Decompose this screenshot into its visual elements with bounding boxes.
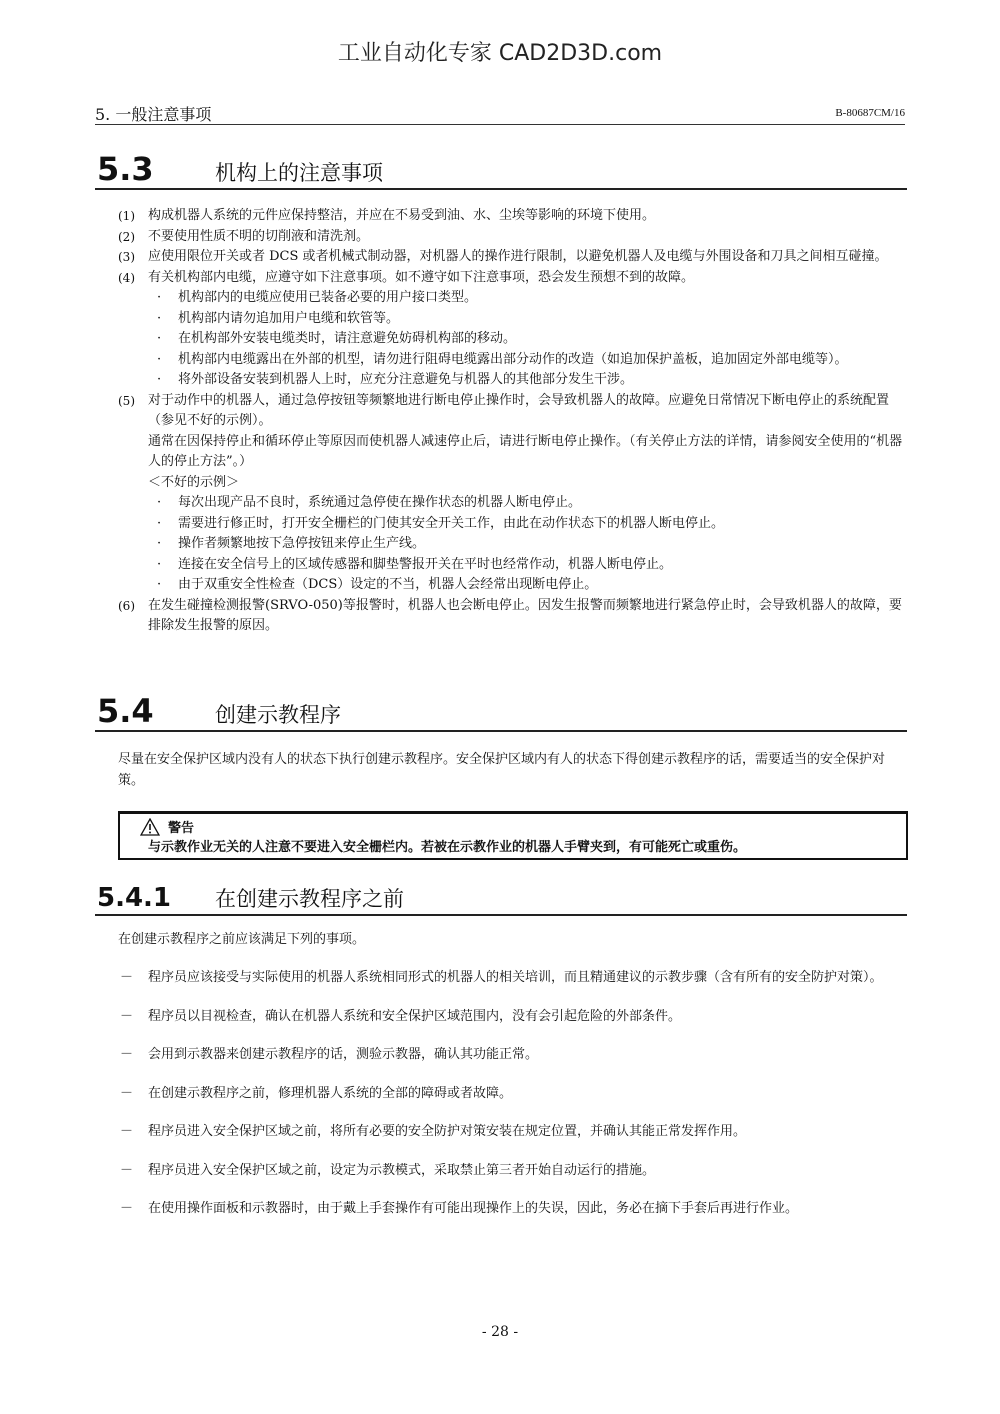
list-item: － 在创建示教程序之前，修理机器人系统的全部的障碍或者故障。 bbox=[120, 1085, 513, 1101]
list-item bbox=[118, 247, 908, 268]
section-number: 5.4.1 bbox=[97, 883, 172, 913]
list-item: － 程序员进入安全保护区域之前，设定为示教模式，采取禁止第三者开始自动运行的措施。 bbox=[120, 1162, 656, 1178]
section-5-3-list bbox=[118, 206, 908, 637]
warning-box bbox=[118, 811, 908, 860]
section-5-4-1-heading bbox=[95, 874, 907, 916]
page-number: - 28 - bbox=[481, 1324, 519, 1340]
list-item: － 程序员进入安全保护区域之前，将所有必要的安全防护对策安装在规定位置，并确认其能正常发挥作用。 bbox=[120, 1124, 747, 1139]
section-5-4-heading bbox=[95, 690, 907, 732]
bullet-item: · 将外部设备安装到机器人上时，应充分注意避免与机器人的其他部分发生干涉。 bbox=[157, 372, 634, 387]
bullet-item: · 机构部内电缆露出在外部的机型，请勿进行阻碍电缆露出部分动作的改造（如追加保护盖板，追加固定外部电缆等）。 bbox=[157, 351, 848, 367]
item-number: (2) bbox=[118, 229, 135, 244]
list-item: － 程序员应该接受与实际使用的机器人系统相同形式的机器人的相关培训，而且精通建议的示教步骤（含有所有的安全防护对策）。 bbox=[120, 970, 883, 985]
document-id: B-80687CM/16 bbox=[835, 107, 905, 119]
section-5-4-1-list bbox=[118, 968, 908, 1238]
section-number: 5.3 bbox=[97, 150, 154, 188]
bad-example-heading: ＜不好的示例＞ bbox=[148, 474, 240, 490]
section-5-4-intro: 尽量在安全保护区域内没有人的状态下执行创建示教程序。安全保护区域内有人的状态下得创建示教程序的话，需要适当的安全保护对策。 bbox=[118, 752, 886, 788]
list-item bbox=[118, 268, 908, 391]
bullet-item: · 连接在安全信号上的区域传感器和脚垫警报开关在平时也经常作动，机器人断电停止。 bbox=[157, 556, 673, 572]
item-text: 有关机构部内电缆，应遵守如下注意事项。如不遵守如下注意事项，恐会发生预想不到的故障。 bbox=[148, 269, 695, 285]
bullet-item: · 机构部内的电缆应使用已装备必要的用户接口类型。 bbox=[157, 290, 478, 305]
list-item: － 会用到示教器来创建示教程序的话，测验示教器，确认其功能正常。 bbox=[120, 1047, 539, 1062]
chapter-title: 5. 一般注意事项 bbox=[95, 105, 212, 124]
bullet-item: · 机构部内请勿追加用户电缆和软管等。 bbox=[157, 310, 400, 326]
item-text: 构成机器人系统的元件应保持整洁，并应在不易受到油、水、尘埃等影响的环境下使用。 bbox=[148, 208, 656, 223]
item-number: (3) bbox=[118, 250, 135, 264]
item-text: 在发生碰撞检测报警(SRVO-050)等报警时，机器人也会断电停止。因发生报警而频繁地进行紧急停止时，会导致机器人的故障，要排除发生报警的原因。 bbox=[148, 597, 902, 633]
bullet-item: · 在机构部外安装电缆类时，请注意避免妨碍机构部的移动。 bbox=[157, 331, 517, 346]
item-number: (6) bbox=[118, 598, 135, 613]
warning-text: 与示教作业无关的人注意不要进入安全栅栏内。若被在示教作业的机器人手臂夹到，有可能死亡或重伤。 bbox=[148, 840, 747, 855]
bullet-item: · 需要进行修正时，打开安全栅栏的门使其安全开关工作，由此在动作状态下的机器人断电停止。 bbox=[157, 515, 725, 531]
list-item: － 在使用操作面板和示教器时，由于戴上手套操作有可能出现操作上的失误，因此，务必在摘下手套后再进行作业。 bbox=[120, 1201, 799, 1216]
section-title: 创建示教程序 bbox=[215, 702, 341, 727]
list-item bbox=[118, 391, 908, 596]
item-number: (4) bbox=[118, 270, 135, 285]
warning-label: 警告 bbox=[168, 821, 195, 836]
list-item: － 程序员以目视检查，确认在机器人系统和安全保护区域范围内，没有会引起危险的外部条件。 bbox=[120, 1008, 682, 1024]
list-item bbox=[118, 227, 908, 248]
section-5-4-1-intro: 在创建示教程序之前应该满足下列的事项。 bbox=[118, 932, 366, 947]
list-item bbox=[118, 206, 908, 227]
watermark-text: 工业自动化专家 CAD2D3D.com bbox=[337, 41, 663, 66]
section-title: 机构上的注意事项 bbox=[215, 160, 383, 185]
item-text: 对于动作中的机器人，通过急停按钮等频繁地进行断电停止操作时，会导致机器人的故障。应避免日常情况下断电停止的系统配置（参见不好的示例）。 bbox=[148, 392, 890, 428]
item-number: (5) bbox=[118, 393, 135, 408]
section-5-3-heading bbox=[95, 148, 907, 190]
item-text: 应使用限位开关或者 DCS 或者机械式制动器，对机器人的操作进行限制，以避免机器人及电缆与外围设备和刀具之间相互碰撞。 bbox=[148, 249, 888, 264]
bullet-item: · 由于双重安全性检查（DCS）设定的不当，机器人会经常出现断电停止。 bbox=[157, 577, 598, 592]
bullet-item: · 每次出现产品不良时，系统通过急停使在操作状态的机器人断电停止。 bbox=[157, 495, 582, 510]
section-number: 5.4 bbox=[97, 692, 154, 730]
item-note: 通常在因保持停止和循环停止等原因而使机器人减速停止后，请进行断电停止操作。（有关停止方法的详情，请参阅安全使用的“机器人的停止方法”。） bbox=[148, 433, 903, 469]
running-header bbox=[95, 104, 905, 125]
warning-triangle-icon bbox=[140, 818, 160, 836]
warning-heading bbox=[140, 817, 194, 836]
section-title: 在创建示教程序之前 bbox=[215, 886, 404, 911]
item-number: (1) bbox=[118, 209, 135, 223]
bullet-item: · 操作者频繁地按下急停按钮来停止生产线。 bbox=[157, 536, 426, 551]
list-item bbox=[118, 596, 908, 637]
item-text: 不要使用性质不明的切削液和清洗剂。 bbox=[148, 228, 370, 244]
